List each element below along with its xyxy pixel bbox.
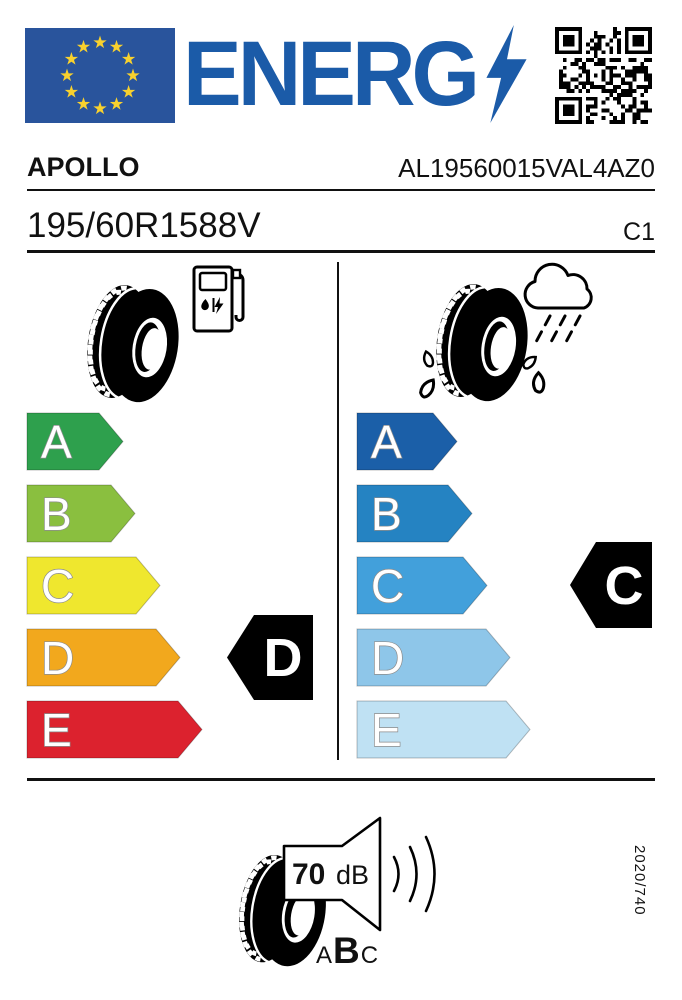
svg-text:D: D bbox=[263, 628, 303, 688]
tire-class: C1 bbox=[623, 218, 655, 246]
regulation-number: 2020/740 bbox=[631, 845, 648, 916]
svg-text:C: C bbox=[371, 560, 405, 612]
product-code: AL19560015VAL4AZ0 bbox=[398, 153, 655, 183]
fuel-scale-arrow-e bbox=[27, 701, 204, 758]
brand-name: APOLLO bbox=[27, 152, 140, 182]
fuel-scale-arrow-d bbox=[27, 629, 182, 686]
fuel-scale-arrow-c bbox=[27, 557, 162, 614]
noise-class-scale bbox=[316, 930, 378, 972]
rain-cloud-icon bbox=[516, 262, 601, 357]
svg-text:B: B bbox=[41, 488, 72, 540]
svg-text:E: E bbox=[371, 704, 402, 756]
wet-scale-arrow-d bbox=[357, 629, 512, 686]
sound-waves-icon bbox=[394, 837, 435, 911]
energ-logo bbox=[183, 24, 532, 124]
svg-text:E: E bbox=[41, 704, 72, 756]
eu-flag-icon bbox=[25, 28, 175, 123]
svg-text:B: B bbox=[371, 488, 402, 540]
fuel-scale-arrow-b bbox=[27, 485, 137, 542]
noise-class-a: A bbox=[316, 942, 333, 969]
svg-text:A: A bbox=[371, 416, 402, 468]
noise-class-b: B bbox=[333, 930, 360, 971]
wet-scale-arrow-a bbox=[357, 413, 459, 470]
rule-top bbox=[27, 189, 655, 191]
svg-text:D: D bbox=[371, 632, 405, 684]
lightning-bolt-icon bbox=[480, 25, 532, 123]
noise-unit: dB bbox=[336, 860, 370, 890]
wet-scale-arrow-c bbox=[357, 557, 489, 614]
svg-text:A: A bbox=[41, 416, 72, 468]
noise-value: 70 bbox=[292, 858, 326, 891]
tire-icon bbox=[84, 284, 184, 404]
fuel-rating-indicator bbox=[227, 615, 313, 700]
fuel-pump-icon bbox=[192, 263, 247, 343]
wet-scale-arrow-b bbox=[357, 485, 474, 542]
wet-rating-indicator bbox=[570, 542, 652, 628]
qr-code-icon bbox=[555, 27, 652, 124]
svg-text:C: C bbox=[41, 560, 75, 612]
svg-text:D: D bbox=[41, 632, 75, 684]
energ-logo-text: ENERG bbox=[183, 22, 476, 125]
rule-bottom bbox=[27, 778, 655, 781]
rule-middle bbox=[27, 250, 655, 253]
wet-scale-arrow-e bbox=[357, 701, 532, 758]
noise-class-c: C bbox=[360, 942, 379, 969]
fuel-scale-arrow-a bbox=[27, 413, 125, 470]
tire-size-designation: 195/60R1588V bbox=[27, 206, 261, 245]
svg-text:C: C bbox=[604, 556, 644, 616]
noise-speaker-icon bbox=[282, 812, 447, 937]
column-divider bbox=[337, 262, 339, 760]
